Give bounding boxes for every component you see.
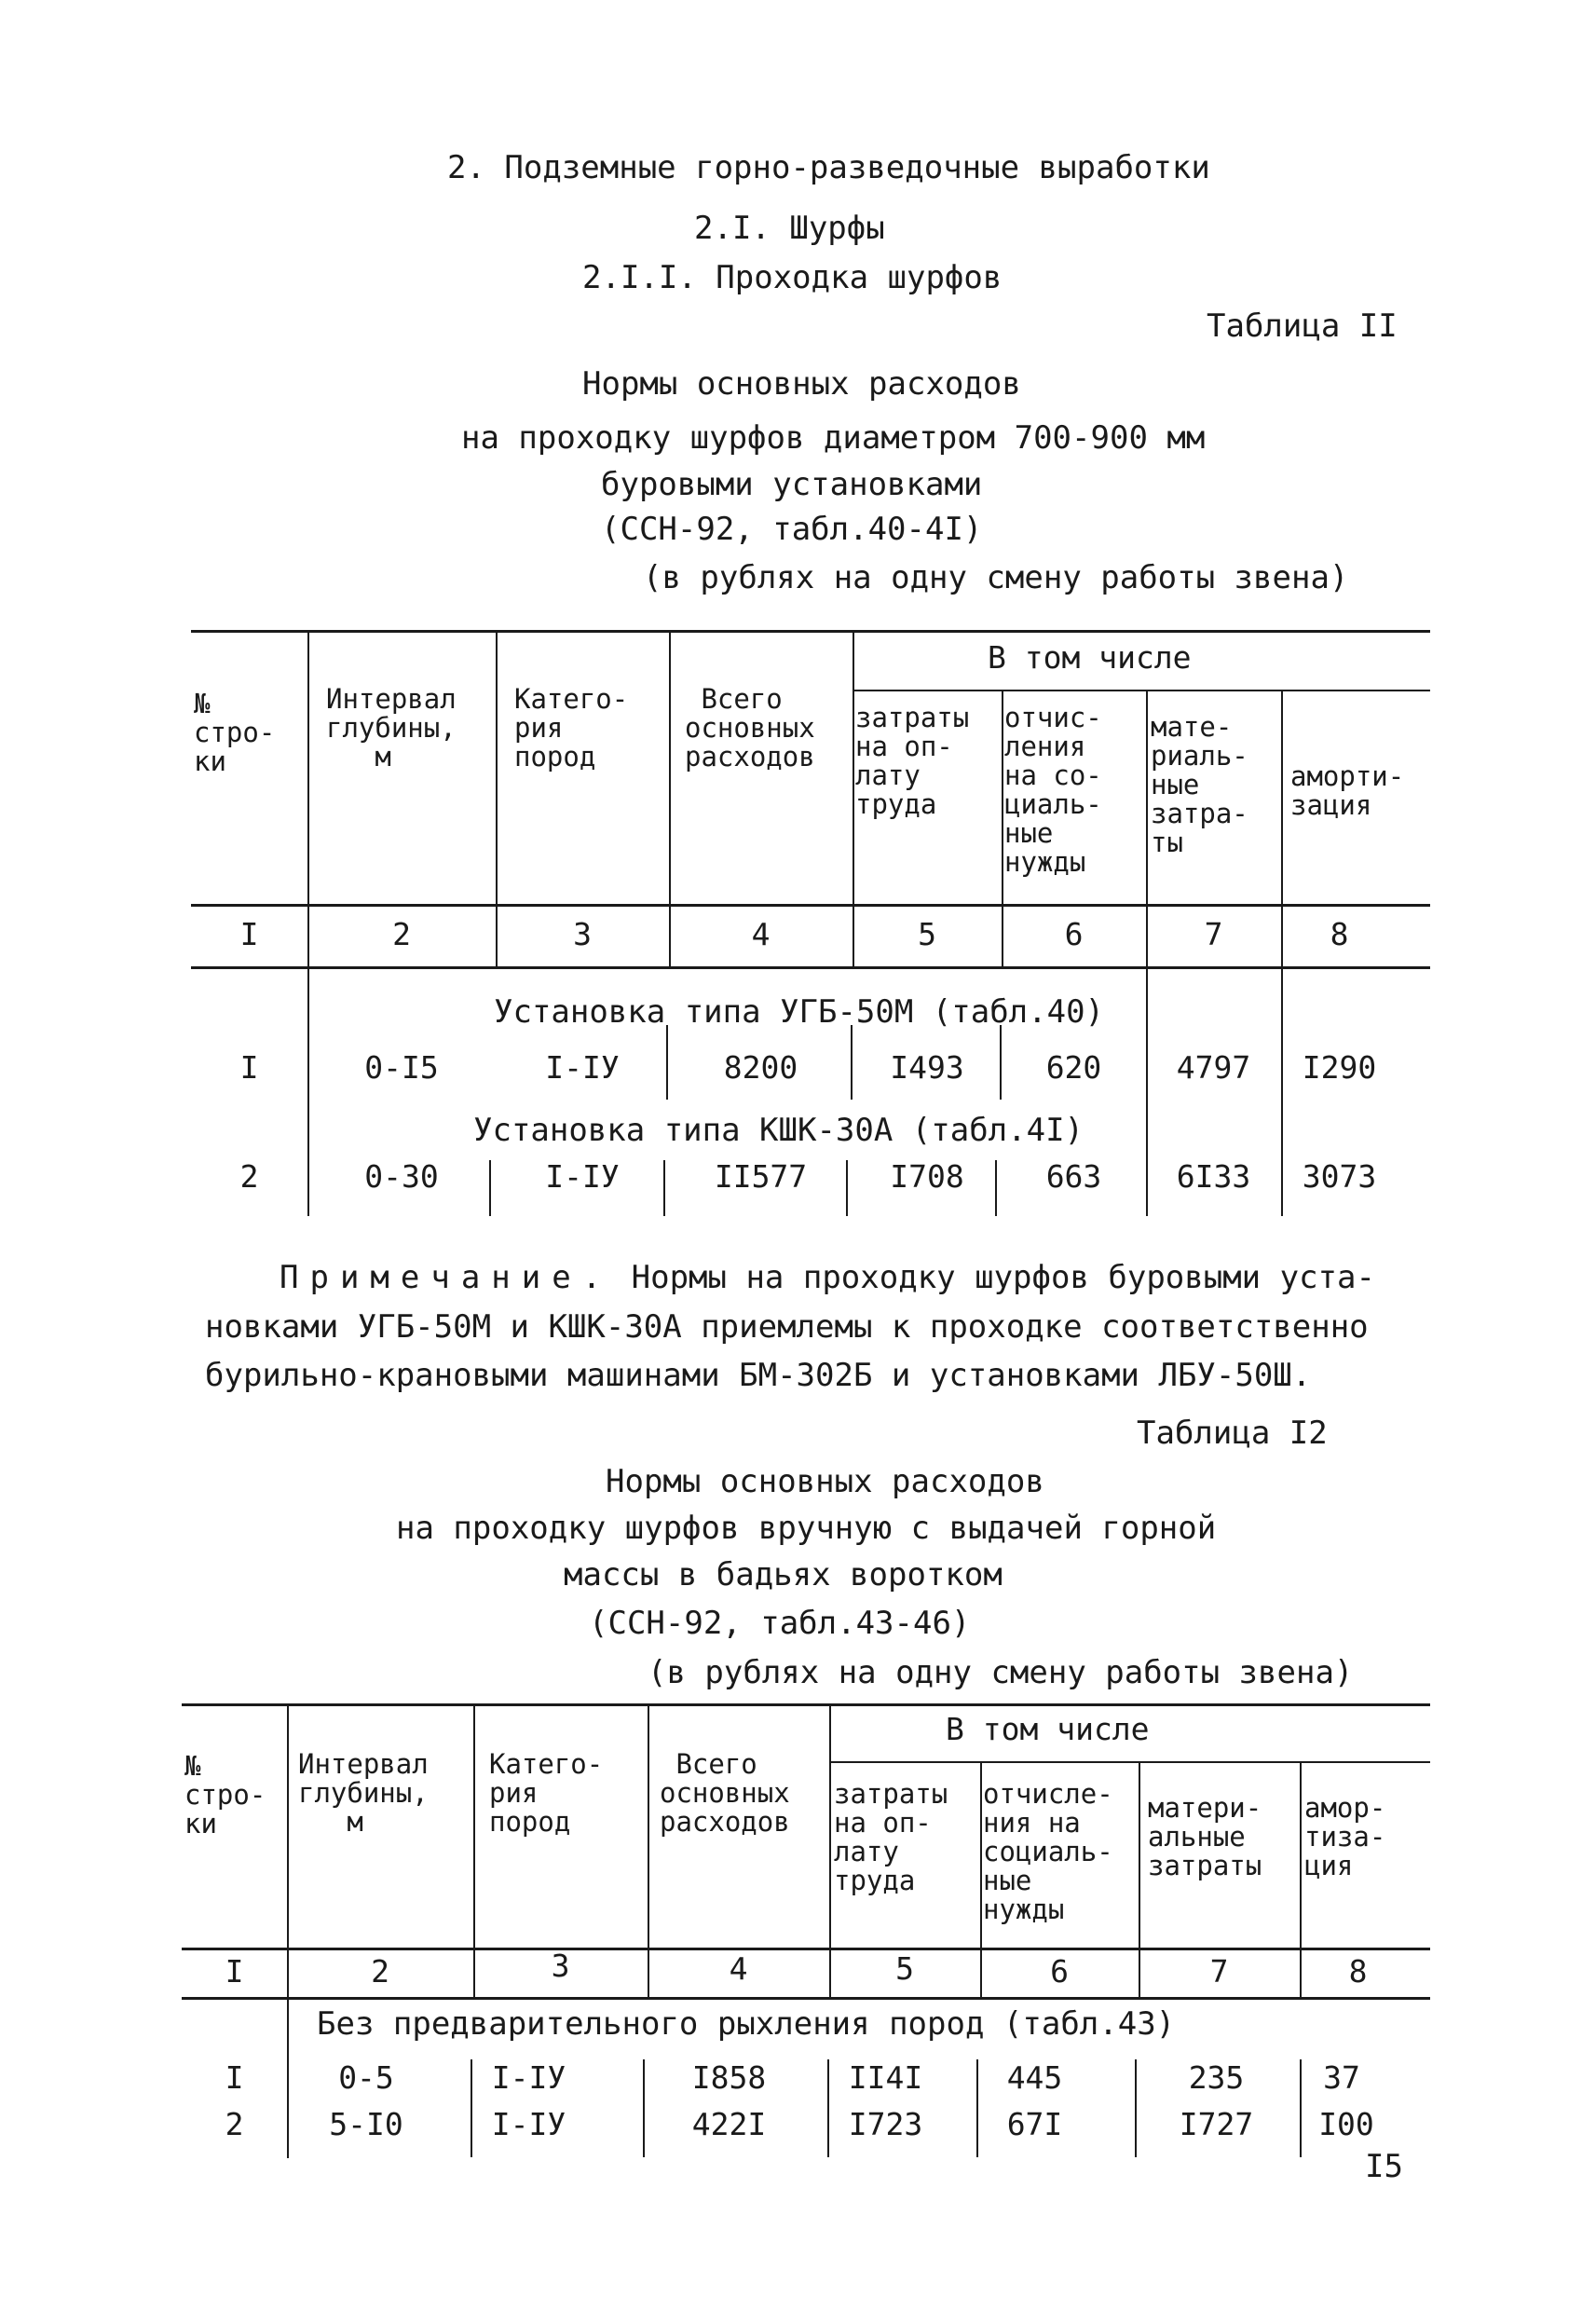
table12-title-4: (ССН-92, табл.43-46) [589, 1605, 971, 1642]
table11-cell: I708 [890, 1158, 964, 1195]
table12-cell: 37 [1323, 2059, 1360, 2096]
table12-cell: I [225, 2059, 244, 2096]
section-heading: 2. Подземные горно-разведочные выработки [447, 149, 1210, 186]
table12-top-rule [182, 1703, 1430, 1706]
table12-colnum: 7 [1209, 1953, 1229, 1990]
table11-title-1: Нормы основных расходов [582, 365, 1021, 403]
note-line-1 [280, 1253, 1375, 1302]
table11-group-label: Установка типа УГБ-50М (табл.40) [494, 993, 1105, 1031]
table12-title-2: на проходку шурфов вручную с выдачей горной [396, 1510, 1217, 1547]
table12-vline [473, 1705, 475, 1948]
table11-colnum: 5 [918, 916, 936, 952]
table12-cell: II4I [848, 2059, 923, 2096]
note-line-3: бурильно-крановыми машинами БМ-302Б и установками ЛБУ-50Ш. [205, 1357, 1312, 1394]
table12-colnum: 8 [1348, 1953, 1368, 1990]
table12-colnum: 6 [1050, 1953, 1069, 1990]
table11-cell: 6I33 [1176, 1158, 1251, 1195]
table12-group-label: Без предварительного рыхления пород (табл.43) [317, 2005, 1176, 2043]
table12-colnum-rule [182, 1997, 1430, 2000]
table12-colnum: 5 [895, 1950, 914, 1987]
table11-header-total: Всего основных расходов [685, 683, 815, 773]
table12-group-rule [829, 1761, 1430, 1763]
table11-cell: II577 [714, 1158, 808, 1195]
table11-label: Таблица II [1207, 308, 1398, 345]
table11-top-rule [191, 630, 1430, 633]
table11-header-row-no: № стро- ки [194, 688, 276, 777]
table12-title-5: (в рублях на одну смену работы звена) [648, 1654, 1354, 1691]
table11-cell: 620 [1045, 1049, 1102, 1086]
table12-header-row-no: № стро- ки [184, 1750, 266, 1839]
table11-cell: I493 [890, 1049, 964, 1086]
table11-vline [496, 632, 498, 904]
table11-colnum: 7 [1204, 916, 1223, 952]
table11-colnum: 6 [1064, 916, 1084, 952]
table11-header-depth: Интервал глубины, м [326, 683, 457, 773]
table11-cell: I290 [1302, 1049, 1377, 1086]
table12-header-group: В том числе [946, 1711, 1150, 1747]
table12-cell: 235 [1188, 2059, 1245, 2096]
table11-cell: 0-I5 [364, 1049, 439, 1086]
note-text: Нормы на проходку шурфов буровыми уста- [612, 1259, 1375, 1296]
table12-cell: 5-I0 [329, 2106, 403, 2142]
table12-colnum: 2 [371, 1953, 389, 1990]
table12-vline [648, 1705, 649, 1948]
table11-header-category: Катего- рия пород [514, 683, 629, 773]
table11-title-5: (в рублях на одну смену работы звена) [643, 559, 1349, 596]
table11-vline [1002, 691, 1003, 904]
table12-cell: 422I [691, 2106, 767, 2142]
table12-header-category: Катего- рия пород [489, 1748, 604, 1838]
table11-cell: 2 [239, 1158, 259, 1195]
table11-vline [853, 632, 854, 904]
note-line-2: новками УГБ-50М и КШК-30А приемлемы к проходке соответственно [205, 1308, 1369, 1346]
table12-cell: I00 [1318, 2106, 1374, 2142]
table12-cell: 2 [225, 2106, 244, 2142]
table11-title-3: буровыми установками [601, 466, 983, 503]
table11-cell: I-IУ [545, 1158, 620, 1195]
note-prefix: Примечание. [280, 1259, 613, 1296]
table11-header-amort: аморти- зация [1290, 760, 1405, 821]
table12-cell: I-IУ [491, 2059, 566, 2096]
table11-vline [307, 632, 309, 904]
table11-cell: I [239, 1049, 259, 1086]
table11-colnum: I [239, 916, 259, 952]
table12-colnum: 3 [551, 1948, 570, 1984]
table12-cell: I723 [848, 2106, 923, 2142]
table11-colnum: 8 [1330, 916, 1349, 952]
table11-header-group: В том числе [988, 639, 1192, 676]
table12-cell: I-IУ [491, 2106, 566, 2142]
table12-vline [980, 1763, 982, 1948]
table12-header-labor: затраты на оп- лату труда [834, 1778, 948, 1896]
table11-cell: 0-30 [364, 1158, 439, 1195]
table12-cell: I858 [691, 2059, 767, 2096]
table12-vline [1139, 1763, 1140, 1948]
table12-vline [287, 1705, 289, 1948]
table12-colnum: I [225, 1953, 244, 1990]
table11-vline [669, 632, 671, 904]
page-number: I5 [1365, 2148, 1403, 2185]
table12-vline [829, 1705, 831, 1948]
table11-cell: 663 [1045, 1158, 1102, 1195]
table12-header-amort: амор- тиза- ция [1304, 1792, 1386, 1881]
table11-title-2: на проходку шурфов диаметром 700-900 мм [461, 419, 1206, 457]
table11-cell: I-IУ [545, 1049, 620, 1086]
table11-cell: 3073 [1302, 1158, 1377, 1195]
table11-colnum-rule [191, 966, 1430, 969]
subsubsection-heading: 2.I.I. Проходка шурфов [582, 259, 1003, 296]
table12-cell: 445 [1006, 2059, 1063, 2096]
table11-colnum: 2 [392, 916, 411, 952]
table12-colnum: 4 [729, 1950, 748, 1987]
table11-cell: 8200 [723, 1049, 798, 1086]
table11-header-material: мате- риаль- ные затра- ты [1151, 711, 1248, 858]
table12-header-total: Всего основных расходов [660, 1748, 790, 1838]
table12-vline [1300, 1763, 1302, 1948]
table12-header-rule [182, 1948, 1430, 1950]
table12-cell: 67I [1006, 2106, 1063, 2142]
table12-title-1: Нормы основных расходов [606, 1463, 1044, 1500]
table11-group-label: Установка типа КШК-30А (табл.4I) [473, 1112, 1084, 1149]
table11-colnum: 4 [751, 916, 771, 952]
subsection-heading: 2.I. Шурфы [694, 210, 885, 247]
table12-label: Таблица I2 [1137, 1415, 1328, 1452]
table11-header-rule [191, 904, 1430, 907]
table12-cell: 0-5 [338, 2059, 394, 2096]
table12-header-depth: Интервал глубины, м [298, 1748, 429, 1838]
table11-vline [1281, 691, 1283, 904]
table11-vline [1146, 691, 1148, 904]
table11-title-4: (ССН-92, табл.40-4I) [601, 511, 983, 548]
table12-header-material: матери- альные затраты [1148, 1792, 1262, 1881]
table12-cell: I727 [1179, 2106, 1254, 2142]
table11-colnum: 3 [573, 916, 592, 952]
table11-header-social: отчис- ления на со- циаль- ные нужды [1004, 702, 1102, 878]
table12-header-social: отчисле- ния на социаль- ные нужды [983, 1778, 1113, 1925]
table12-title-3: массы в бадьях воротком [564, 1556, 1003, 1593]
table11-header-labor: затраты на оп- лату труда [855, 702, 970, 820]
table11-cell: 4797 [1176, 1049, 1251, 1086]
table11-group-rule [853, 690, 1430, 691]
